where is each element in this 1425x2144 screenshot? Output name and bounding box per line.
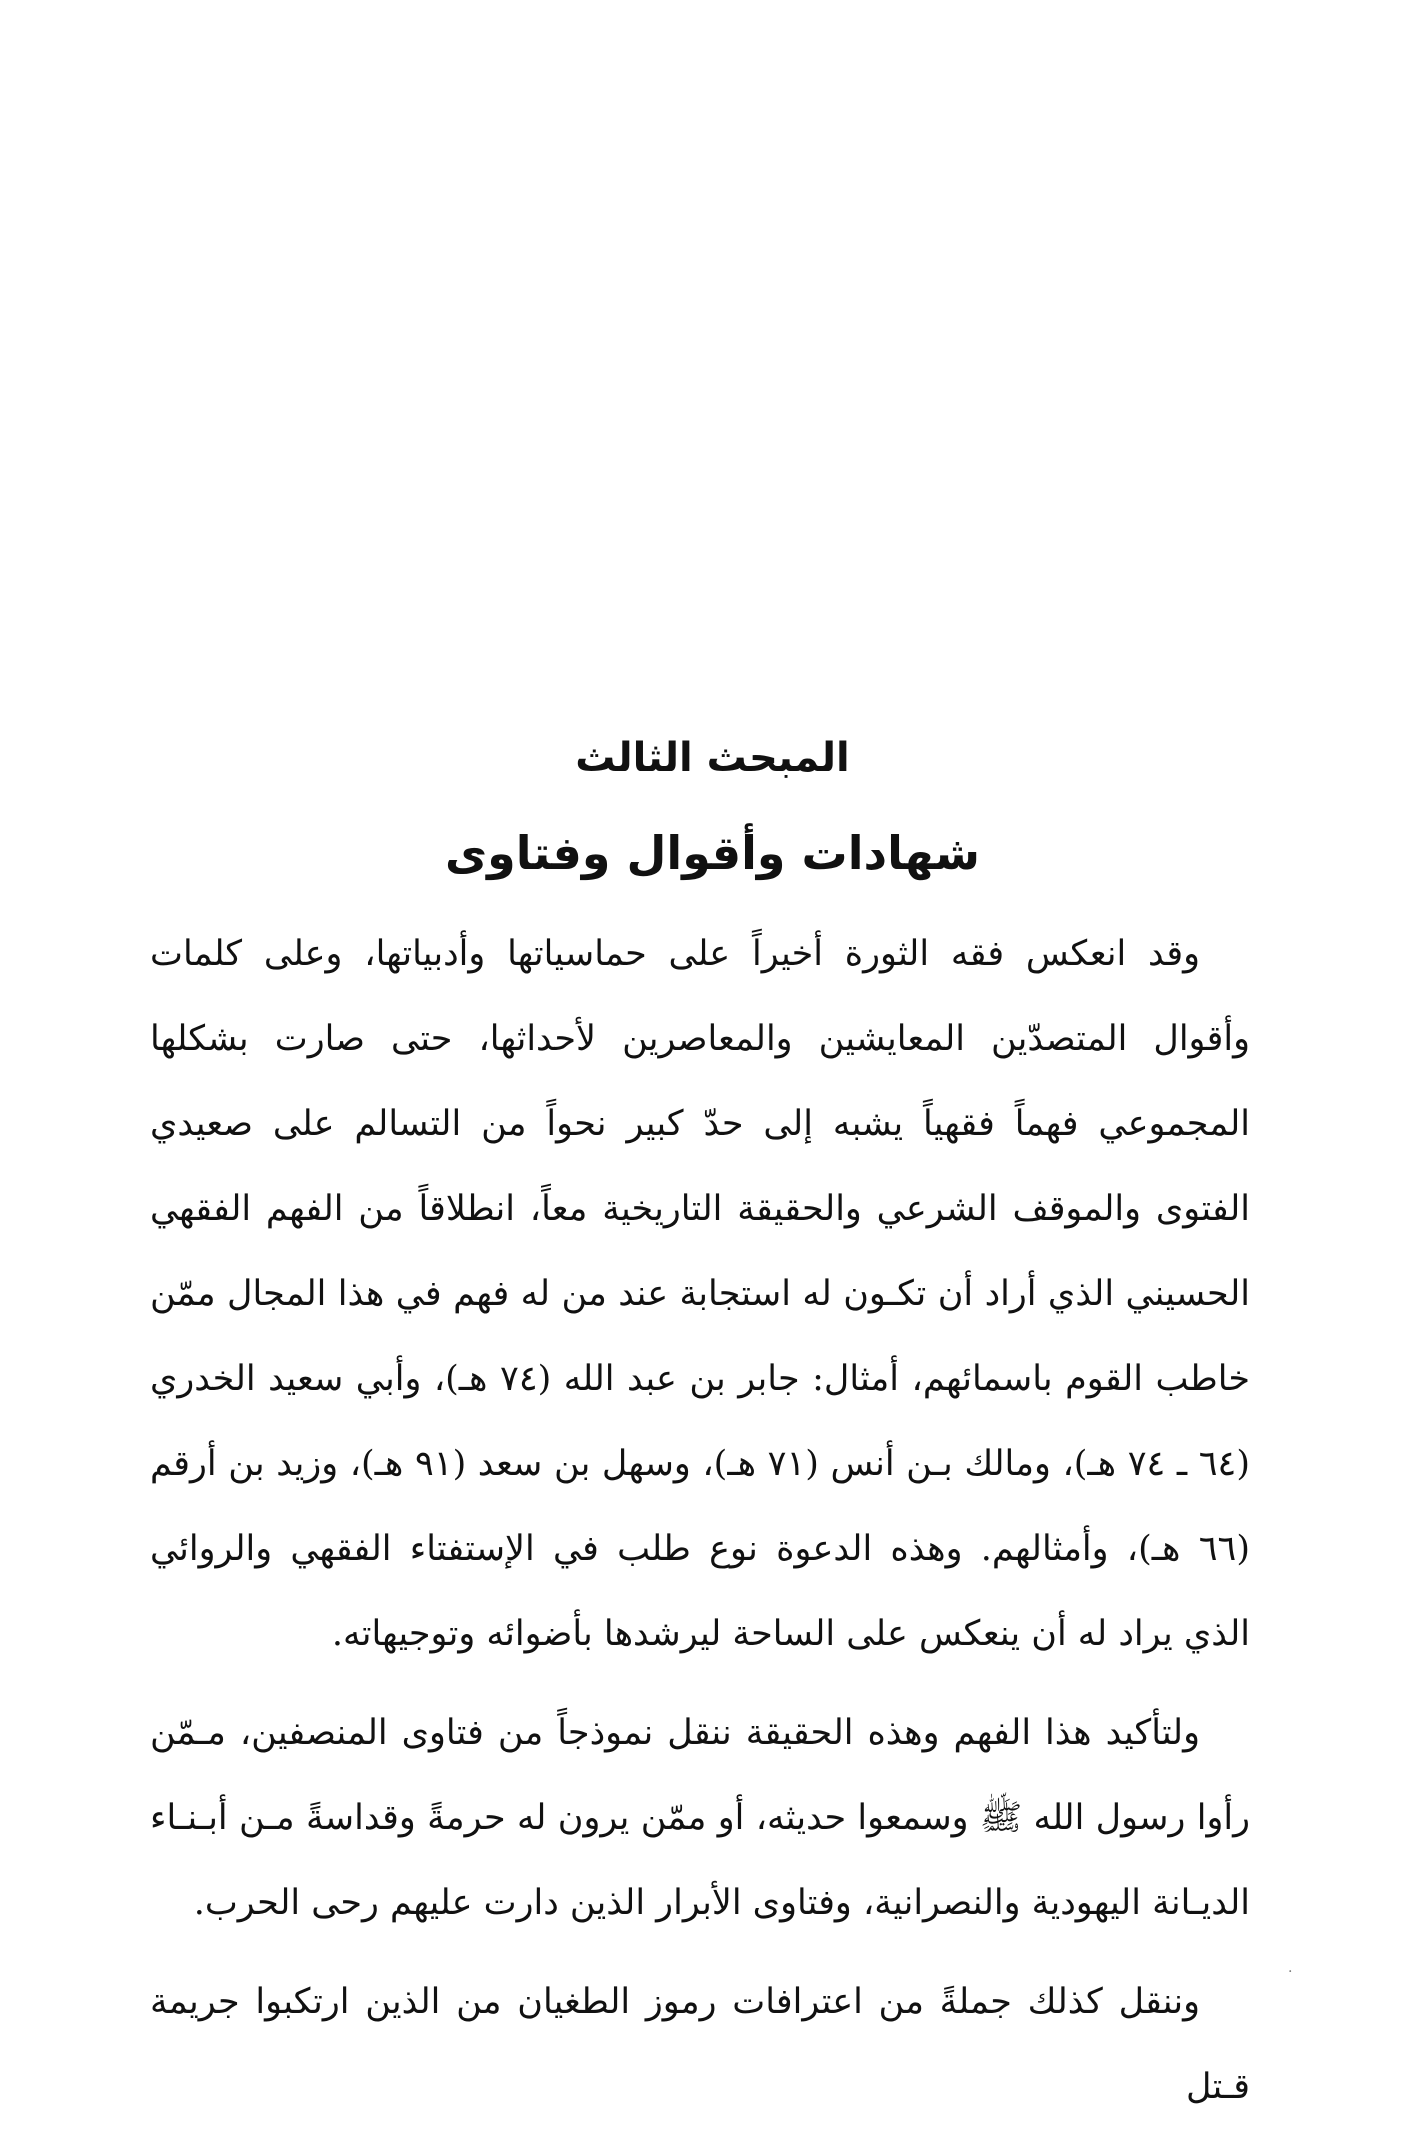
section-label: المبحث الثالث — [575, 735, 850, 781]
paragraph-1: وقد انعكس فقه الثورة أخيراً على حماسياتها وأدبياتها، وعلى كلمات وأقوال المتصدّين المعايشين والمعاصرين لأحداثها، حتى صارت بشكلها المجموعي فهماً فقهياً يشبه إلى حدّ كبير نحواً من التسالم على صعيدي الفتوى والموقف الشرعي والحقيقة التاريخية معاً، انطلاقاً من الفهم الفقهي الحسيني الذي أراد أن تكـون له استجابة عند من له فهم في هذا المجال ممّن خاطب القوم باسمائهم، أمثال: جابر بن عبد الله (٧٤ هـ)، وأبي سعيد الخدري (٦٤ ـ ٧٤ هـ)، ومالك بـن أنس (٧١ هـ)، وسهل بن سعد (٩١ هـ)، وزيد بن أرقم (٦٦ هـ)، وأمثالهم. وهذه الدعوة نوع طلب في الإستفتاء الفقهي والروائي الذي يراد له أن ينعكس على الساحة ليرشدها بأضوائه وتوجيهاته. — [150, 934, 1250, 1654]
section-title: شهادات وأقوال وفتاوى — [444, 826, 981, 880]
paragraph-3: وننقل كذلك جملةً من اعترافات رموز الطغيان من الذين ارتكبوا جريمة قـتل — [150, 1982, 1250, 2107]
paragraph-2: ولتأكيد هذا الفهم وهذه الحقيقة ننقل نموذجاً من فتاوى المنصفين، مـمّن رأوا رسول الله ﷺ وسمعوا حديثه، أو ممّن يرون له حرمةً وقداسةً مـن أبـنـاء الديـانة اليهودية والنصرانية، وفتاوى الأبرار الذين دارت عليهم رحى الحرب. — [150, 1713, 1250, 1923]
body-text — [150, 912, 1250, 2144]
footer-mark: . — [1288, 1960, 1293, 1976]
